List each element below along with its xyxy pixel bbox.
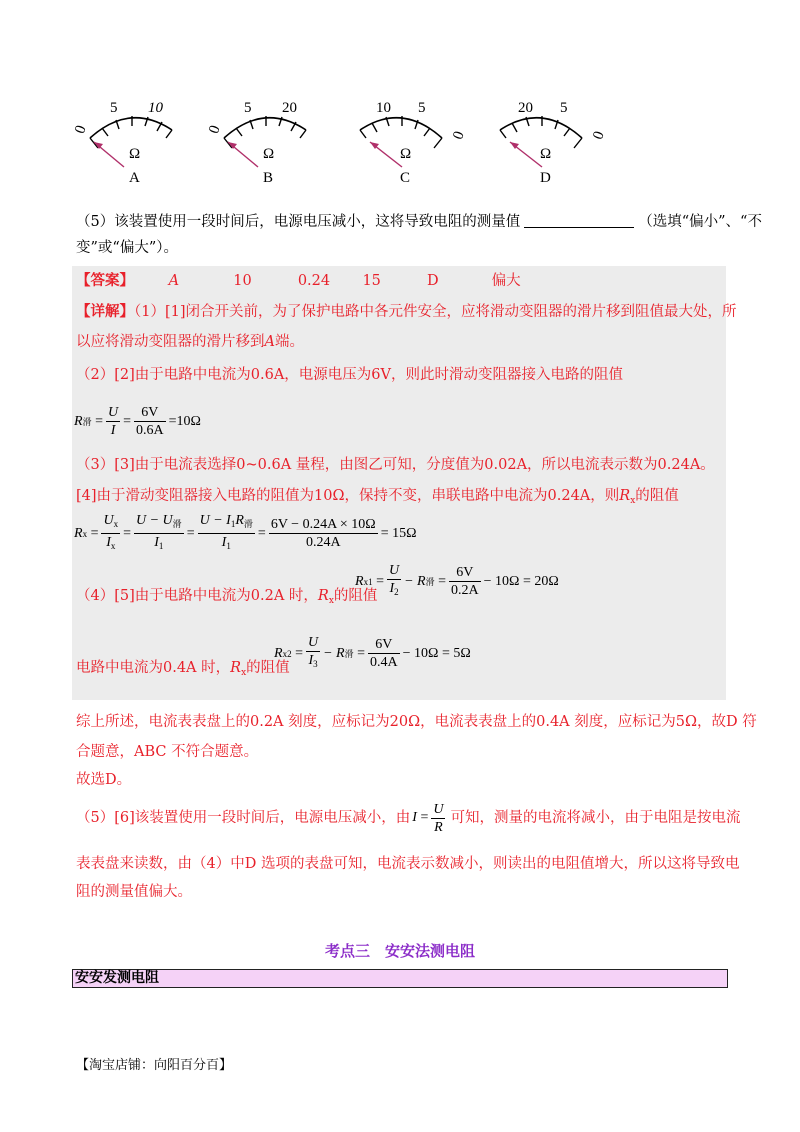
dial-d <box>490 92 620 191</box>
f2-lhs: R <box>74 525 83 541</box>
detail-p6-sub: x <box>241 668 247 678</box>
detail-p1a: （1）[1]闭合开关前，为了保护电路中各元件安全，应将滑动变阻器的滑片移到阻值最大处，所 <box>134 304 737 320</box>
inline-f-den: R <box>434 819 443 835</box>
dial-d-unit: Ω <box>540 146 552 162</box>
f2-n3-sub: 1 <box>230 519 236 529</box>
detail-p6-var: R <box>230 660 242 676</box>
answer-value-4: 15 <box>362 273 381 289</box>
formula-1: R 滑 = $\frac{U}{I}$ = $\frac{6V}{0.6A}$ =10Ω <box>74 405 201 438</box>
dial-d-left-num: 20 <box>518 100 533 116</box>
dial-c-right-num: 0 <box>450 129 468 142</box>
f4-d2: 0.4A <box>370 655 398 670</box>
f3-mid: − R <box>404 573 426 589</box>
dial-c <box>350 92 480 191</box>
formula-3: R x1 = $\frac{U}{I_2}$ − R 滑 = $\frac{6V}{0.2A}$ − 10Ω = 20Ω <box>355 563 559 598</box>
formula-4: R x2 = $\frac{U}{I_3}$ − R 滑 = $\frac{6V}{0.4A}$ − 10Ω = 5Ω <box>274 635 471 670</box>
f2-d1: I <box>106 535 111 550</box>
answer-label: 【答案】 <box>76 272 134 289</box>
detail-line-8: 综上所述，电流表表盘上的0.2A 刻度，应标记为20Ω，电流表表盘上的0.4A 刻度，应标记为5Ω，故D 符 <box>76 714 757 730</box>
f3-d1-sub: 2 <box>394 587 399 597</box>
detail-line-11 <box>76 798 740 838</box>
detail-label: 【详解】 <box>76 303 134 320</box>
f2-n2-sub: 滑 <box>172 519 182 529</box>
f2-n3: U − I <box>199 513 231 528</box>
question-5-options: （选填“偏小”、“不 <box>638 214 762 230</box>
dial-b <box>206 92 336 191</box>
f4-mid: − R <box>323 645 345 661</box>
f4-mid-sub: 滑 <box>344 649 354 659</box>
section-title: 考点三 安安法测电阻 <box>324 942 475 960</box>
detail-line-6 <box>76 586 377 611</box>
dial-c-mid-num: 5 <box>418 100 426 116</box>
detail-p4-var: R <box>619 488 631 504</box>
f2-d2-sub: 1 <box>158 541 164 551</box>
inline-formula: I = $\frac{U}{R}$ <box>412 801 444 835</box>
f4-n1: U <box>307 635 319 650</box>
dial-b-letter: B <box>263 170 274 186</box>
f2-d4: 0.24A <box>305 535 341 550</box>
f2-d1-sub: x <box>110 541 116 551</box>
detail-p6-pre: 电路中电流为0.4A 时， <box>76 660 231 676</box>
dial-b-unit: Ω <box>263 146 275 162</box>
f2-d3: I <box>221 535 227 550</box>
f2-result: = 15Ω <box>380 525 417 541</box>
dial-d-right-num: 0 <box>590 129 608 142</box>
topic-bar: 安安发测电阻 <box>72 969 728 988</box>
f2-n1: U <box>103 513 114 528</box>
detail-p1b-post: 端。 <box>274 334 304 350</box>
detail-p5-pre: （4）[5]由于电路中电流为0.2A 时， <box>76 588 318 604</box>
detail-line-9: 合题意，ABC 不符合题意。 <box>76 744 259 760</box>
f2-n1-sub: x <box>113 519 119 529</box>
dial-a-letter: A <box>129 170 140 186</box>
answer-value-1: A <box>168 273 180 289</box>
dial-a-unit: Ω <box>129 146 141 162</box>
detail-line-2 <box>76 332 304 352</box>
f2-lhs-sub: x <box>82 528 88 539</box>
detail-p4-post: 的阻值 <box>635 488 679 504</box>
f3-n1: U <box>388 563 400 578</box>
answer-row <box>76 271 521 291</box>
detail-line-4: （3）[3]由于电流表选择0~0.6A 量程，由图乙可知，分度值为0.02A，所以电流表示数为0.24A。 <box>76 457 715 473</box>
f4-d1-sub: 3 <box>313 659 318 669</box>
f3-d1: I <box>389 581 395 596</box>
question-5-text: （5）该装置使用一段时间后，电源电压减小，这将导致电阻的测量值 <box>76 214 521 230</box>
detail-line-5 <box>76 486 679 511</box>
detail-p4-sub: x <box>630 496 636 506</box>
dial-a <box>72 92 202 191</box>
f4-d1: I <box>308 653 314 668</box>
f1-d2: 0.6A <box>136 423 164 438</box>
dial-d-mid-num: 5 <box>560 100 568 116</box>
question-5-line-1 <box>76 212 762 232</box>
f1-n1: U <box>107 405 119 420</box>
f1-d1: I <box>110 423 116 438</box>
dial-c-letter: C <box>400 170 411 186</box>
detail-line-1 <box>76 302 737 322</box>
dial-c-left-num: 10 <box>376 100 391 116</box>
f1-n2: 6V <box>134 404 166 422</box>
f2-n4: 6V − 0.24A × 10Ω <box>270 517 376 532</box>
inline-f-num: U <box>433 801 444 817</box>
detail-line-12: 表表盘来读数，由（4）中D 选项的表盘可知，电流表示数减小，则读出的电阻值增大，所以这将导致电 <box>76 856 740 872</box>
question-5-line-2: 变”或“偏大”）。 <box>76 240 178 256</box>
dial-a-right-num: 10 <box>148 100 163 116</box>
f3-result: − 10Ω = 20Ω <box>483 573 559 589</box>
f1-lhs: R <box>74 413 83 429</box>
dial-b-right-num: 20 <box>282 100 297 116</box>
detail-p5-post: 的阻值 <box>333 588 378 604</box>
f4-lhs: R <box>274 645 283 661</box>
detail-p1b-pre: 以应将滑动变阻器的滑片移到 <box>76 334 265 350</box>
detail-line-13: 阻的测量值偏大。 <box>76 884 192 900</box>
f4-result: − 10Ω = 5Ω <box>402 645 471 661</box>
detail-line-7 <box>76 658 290 683</box>
answer-blank[interactable] <box>524 213 634 228</box>
detail-p5-var: R <box>317 588 329 604</box>
f2-d2: I <box>154 535 159 550</box>
detail-line-10: 故选D。 <box>76 772 132 788</box>
detail-p5-sub: x <box>328 596 334 606</box>
f3-lhs: R <box>355 573 364 589</box>
answer-value-6: 偏大 <box>491 273 521 289</box>
dial-c-unit: Ω <box>400 146 412 162</box>
detail-p6-post: 的阻值 <box>246 660 290 676</box>
detail-line-3: （2）[2]由于电路中电流为0.6A，电源电压为6V，则此时滑动变阻器接入电路的阻值 <box>76 367 623 383</box>
f4-n2: 6V <box>368 636 400 654</box>
dial-d-letter: D <box>540 170 551 186</box>
dial-b-left-num: 0 <box>206 123 224 136</box>
footer-shop: 【淘宝店铺：向阳百分百】 <box>76 1058 233 1073</box>
dial-b-mid-num: 5 <box>244 100 252 116</box>
detail-p4-pre: [4]由于滑动变阻器接入电路的阻值为10Ω，保持不变，串联电路中电流为0.24A，则 <box>76 488 620 504</box>
detail-p1b-italic: A <box>264 334 275 350</box>
detail-p9-pre: （5）[6]该装置使用一段时间后，电源电压减小，由 <box>76 810 411 826</box>
detail-p9-post: 可知，测量的电流将减小，由于电阻是按电流 <box>450 810 741 826</box>
f2-n3-tail-sub: 滑 <box>243 519 253 529</box>
answer-value-5: D <box>427 273 439 289</box>
f3-d2: 0.2A <box>451 583 479 598</box>
f2-n2: U − U <box>136 513 173 528</box>
formula-2: R x = $\frac{U_x}{I_x}$ = $\frac{U - U_滑}{I_1}$ = $\frac{U - I_1R_滑}{I_1}$ = $\frac{6V - 0.24A \times 10\Omega}{0.24A}$ = 15Ω <box>74 513 417 551</box>
f1-result: =10Ω <box>168 413 201 429</box>
answer-value-2: 10 <box>233 273 252 289</box>
f3-n2: 6V <box>449 564 481 582</box>
f4-lhs-sub: x2 <box>282 648 292 659</box>
answer-value-3: 0.24 <box>297 273 331 289</box>
f3-mid-sub: 滑 <box>425 577 435 587</box>
f2-n3-tail: R <box>235 513 244 528</box>
dial-a-left-num: 0 <box>72 123 90 136</box>
inline-f-lhs: I <box>412 810 417 825</box>
f1-lhs-sub: 滑 <box>82 417 92 427</box>
f3-lhs-sub: x1 <box>363 576 373 587</box>
dial-a-mid-num: 5 <box>110 100 118 116</box>
f2-d3-sub: 1 <box>226 541 231 551</box>
